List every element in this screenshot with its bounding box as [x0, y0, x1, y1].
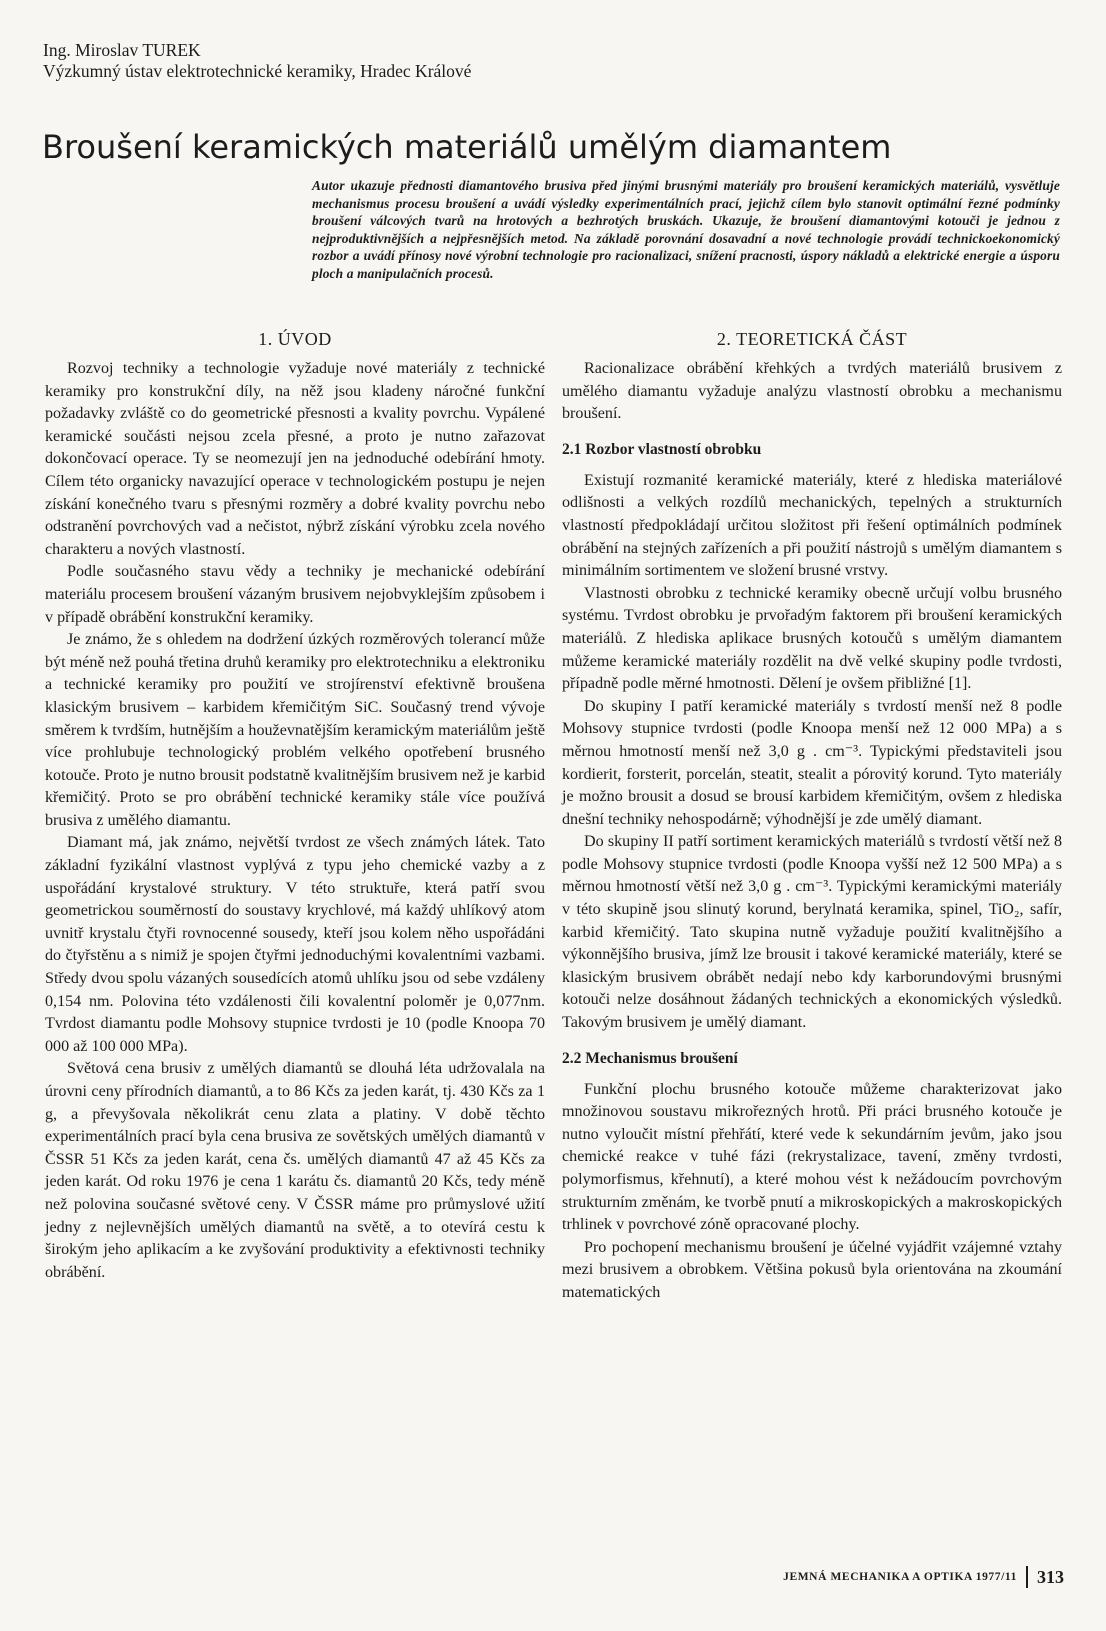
right-column: [562, 328, 1062, 1305]
author-name: Ing. Miroslav TUREK: [43, 40, 201, 60]
paragraph: Do skupiny I patří keramické materiály s tvrdostí menší než 8 podle Mohsovy stupnice tvrdosti (podle Knoopa menší než 12 000 MPa) a s měrnou hmotností menší než 3,0 g . cm⁻³. Typickými představiteli jsou kordierit, forsterit, porcelán, steatit, stealit a pórovitý korund. Tyto materiály je možno brousit a dosud se brousí karbidem křemičitým, ovšem z hlediska dnešní techniky nehospodárně; výhodnější je zde umělý diamant.: [562, 697, 1062, 828]
section-2-heading: 2. TEORETICKÁ ČÁST: [716, 329, 908, 349]
article-title: Broušení keramických materiálů umělým diamantem: [42, 128, 892, 167]
paragraph: Racionalizace obrábění křehkých a tvrdých materiálů brusivem z umělého diamantu vyžaduje analýzu vlastností obrobku a mechanismu broušení.: [562, 360, 1062, 423]
author-affiliation: Výzkumný ústav elektrotechnické keramiky, Hradec Králové: [43, 61, 472, 81]
author-block: [43, 40, 471, 82]
page-number: 313: [1037, 1566, 1064, 1587]
abstract: Autor ukazuje přednosti diamantového brusiva před jinými brusnými materiály pro broušení keramických materiálů, vysvětluje mechanismus procesu broušení a uvádí výsledky experimentálních prací, jejichž cílem bylo stanovit optimální řezné podmínky broušení válcových tvarů na hrotových a bezhrotých bruskách. Ukazuje, že broušení diamantovými kotouči je jednou z nejproduktivnějších a nejpřesnějších metod. Na základě porovnání dosavadní a nové technologie provádí technickoekonomický rozbor a uvádí přínosy nové výrobní technologie pro racionalizaci, snížení pracnosti, úspory nákladů a elektrické energie a úsporu ploch a manipulačních procesů.: [312, 178, 1060, 281]
paragraph: Diamant má, jak známo, největší tvrdost ze všech známých látek. Tato základní fyzikální vlastnost vyplývá z typu jeho chemické vazby a z uspořádání krystalové struktury. V této struktuře, která patří svou geometrickou souměrností do soustavy krychlové, má každý uhlíkový atom uvnitř krystalu čtyři rovnocenné sousedy, kteří jsou kolem něho uspořádáni do čtyřstěnu a s nimiž je spojen čtyřmi jednoduchými kovalentními vazbami. Středy dvou spolu vázaných sousedících atomů uhlíku jsou od sebe vzdáleny 0,154 nm. Polovina této vzdálenosti čili kovalentní poloměr je 0,077nm. Tvrdost diamantu podle Mohsovy stupnice tvrdosti je 10 (podle Knoopa 70 000 až 100 000 MPa).: [45, 834, 545, 1055]
paragraph: Je známo, že s ohledem na dodržení úzkých rozměrových tolerancí může být méně než pouhá třetina druhů keramiky pro elektrotechniku a elektroniku a technické keramiky pro použití ve strojírenství efektivně broušena klasickým brusivem – karbidem křemičitým SiC. Současný trend vývoje směrem k tvrdším, hutnějším a houževnatějším keramickým materiálům ještě více prohlubuje technologický problém velkého opotřebení brusného kotouče. Proto je nutno brousit podstatně kvalitnějším brusivem než je karbid křemičitý. Proto se pro obrábění technické keramiky stále více používá brusiva z umělého diamantu.: [45, 631, 545, 829]
section-1-heading: 1. ÚVOD: [258, 329, 332, 349]
paragraph: Funkční plochu brusného kotouče můžeme charakterizovat jako množinovou soustavu mikrořezných hrotů. Při práci brusného kotouče je nutno vyloučit místní přehřátí, které vede k sekundárním jevům, jako jsou chemické reakce v tuhé fázi (rekrystalizace, tavení, změny tvrdosti, polymorfismus, křehnutí), a které mohou vést k nežádoucím povrchovým strukturním změnám, ke tvorbě pnutí a mikroskopických a makroskopických trhlinek v povrchové zóně opracované plochy.: [562, 1080, 1062, 1234]
subsection-2-1-heading: 2.1 Rozbor vlastností obrobku: [562, 440, 762, 458]
paragraph: Existují rozmanité keramické materiály, které z hlediska materiálové odlišnosti a velkých rozdílů mechanických, tepelných a strukturních vlastností předpokládají určitou složitost při řešení optimálních podmínek obrábění na stejných zařízeních a při použití nástrojů s umělým diamantem s minimálním sortimentem ve složení brusné vrstvy.: [562, 471, 1062, 580]
paragraph: Podle současného stavu vědy a techniky je mechanické odebírání materiálu procesem broušení vázaným brusivem nejobvyklejším způsobem i v případě obrábění konstrukční keramiky.: [45, 563, 545, 626]
paragraph: Do skupiny II patří sortiment keramických materiálů s tvrdostí větší než 8 podle Mohsovy stupnice tvrdosti (podle Knoopa vyšší než 12 500 MPa) a s měrnou hmotností větší než 3,0 g . cm⁻³. Typickými keramickými materiály v této skupině jsou slinutý korund, berylnatá keramika, spinel, TiO₂, safír, karbid křemičitý. Tato skupina nutně vyžaduje použití kvalitnějšího a výkonnějšího brusiva, jímž lze brousit i takové keramické materiály, které se klasickým brusivem obrábět nedají nebo kdy karborundovými brusnými kotouči nelze dosáhnout žádaných technických a ekonomických výsledků. Takovým brusivem je umělý diamant.: [562, 833, 1062, 1032]
paragraph: Světová cena brusiv z umělých diamantů se dlouhá léta udržovalala na úrovni ceny přírodních diamantů, a to 86 Kčs za jeden karát, tj. 430 Kčs za 1 g, a převyšovala několikrát cenu zlata a platiny. V době těchto experimentálních prací byla cena brusiva ze sovětských umělých diamantů v ČSSR 51 Kčs za jeden karát, cena čs. umělých diamantů 47 až 45 Kčs za jeden karát. Od roku 1976 je cena 1 karátu čs. diamantů 20 Kčs, tedy méně než polovina současné světové ceny. V ČSSR máme pro průmyslové užití jedny z nejlevnějších umělých diamantů na světě, a to otevírá cestu k širokým jeho aplikacím a ke zvyšování produktivity a efektivnosti techniky obrábění.: [45, 1060, 545, 1281]
subsection-2-2-heading: 2.2 Mechanismus broušení: [562, 1049, 738, 1067]
paragraph: Vlastnosti obrobku z technické keramiky obecně určují volbu brusného systému. Tvrdost obrobku je prvořadým faktorem při broušení keramických materiálů. Z hlediska aplikace brusných kotoučů s umělým diamantem můžeme keramické materiály rozdělit na dvě velké skupiny podle tvrdosti, případně podle měrné hmotnosti. Dělení je ovšem přibližné [1].: [562, 584, 1062, 693]
paragraph: Pro pochopení mechanismu broušení je účelné vyjádřit vzájemné vztahy mezi brusivem a obrobkem. Většina pokusů byla orientována na zkoumání matematických: [562, 1238, 1062, 1301]
paragraph: Rozvoj techniky a technologie vyžaduje nové materiály z technické keramiky pro konstrukční díly, na něž jsou kladeny náročné funkční požadavky zvláště co do geometrické přesnosti a kvality povrchu. Vypálené keramické součásti nejsou zcela přesné, a proto je nutno zařazovat dokončovací operace. Ty se neomezují jen na jednoduché odebírání hmoty. Cílem této organicky navazující operace v technologickém postupu je nejen získání konečného tvaru s přesnými rozměry a dobré kvality povrchu nebo odstranění povrchových vad a nečistot, nýbrž získání výrobku zcela nového charakteru a nových vlastností.: [45, 360, 545, 558]
journal-name: JEMNÁ MECHANIKA A OPTIKA 1977/11: [783, 1571, 1017, 1583]
page-footer: [783, 1566, 1064, 1588]
footer-divider: [1026, 1566, 1028, 1588]
left-column: [45, 328, 545, 1284]
